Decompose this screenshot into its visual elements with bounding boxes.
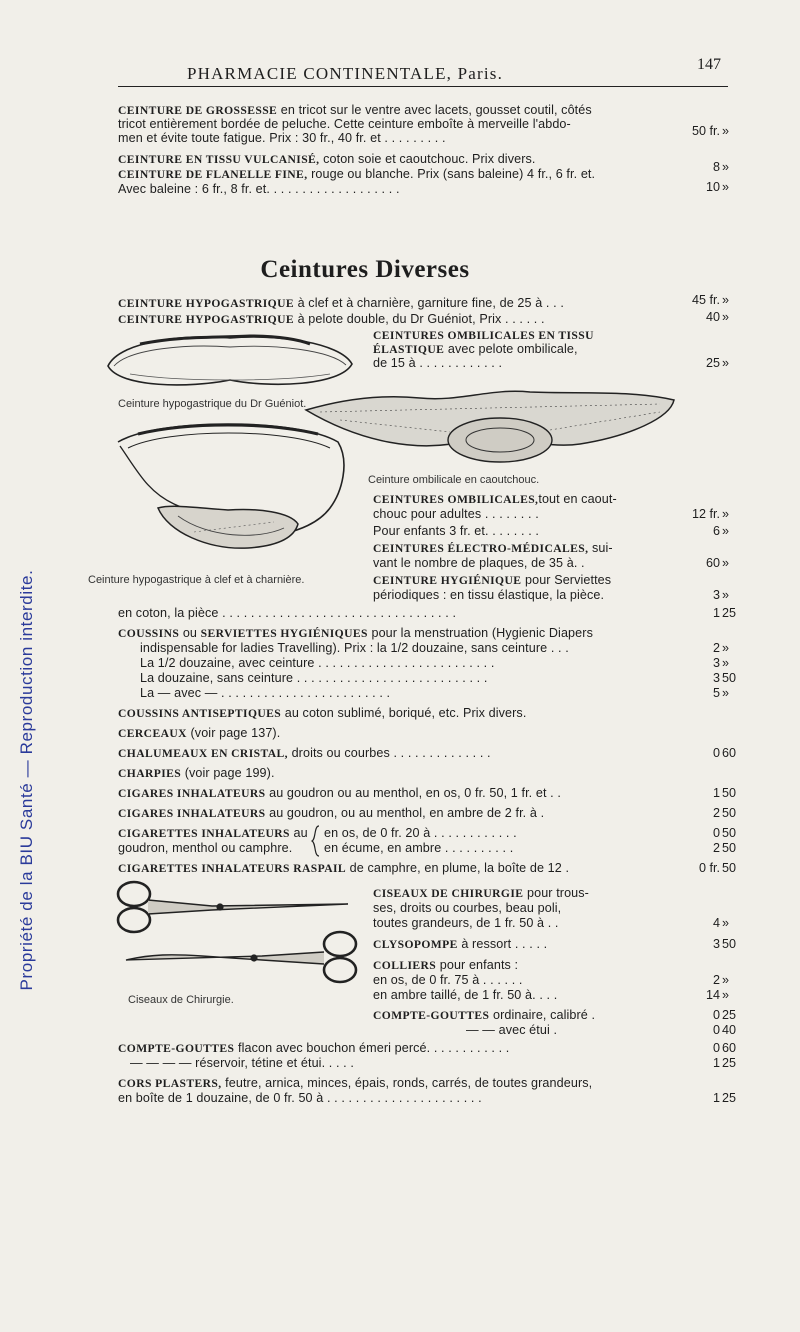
caption-hypo-clef: Ceinture hypogastrique à clef et à charnière. [88, 574, 305, 586]
hypo2-price: 40 » [705, 310, 730, 324]
flanelle-line1: CEINTURE DE FLANELLE FINE, rouge ou blanche. Prix (sans baleine) 4 fr., 6 fr. et. [118, 167, 596, 181]
compte-gouttes-price1: 0 25 [712, 1008, 737, 1022]
scissors-illustration [112, 874, 362, 994]
chalumeaux-line: CHALUMEAUX EN CRISTAL, droits ou courbes . . . . . . . . . . . . . . [118, 746, 491, 760]
compte-gouttes-price3: 0 60 [712, 1041, 737, 1055]
colliers-price2: 14 » [705, 988, 730, 1002]
cigarettes-price1: 0 50 [712, 826, 737, 840]
cigares1-price: 1 50 [712, 786, 737, 800]
colliers-line2: en os, de 0 fr. 75 à . . . . . . [373, 973, 523, 987]
cigarettes-price2: 2 50 [712, 841, 737, 855]
ciseaux-price: 4 » [712, 916, 730, 930]
cors-price: 1 25 [712, 1091, 737, 1105]
watermark [16, 530, 38, 1030]
coussins-line3: La 1/2 douzaine, avec ceinture . . . . . . . . . . . . . . . . . . . . . . . . . [140, 656, 495, 670]
compte-gouttes-price2: 0 40 [712, 1023, 737, 1037]
grossesse-price: 50 fr. » [692, 124, 730, 138]
hypo1-line: CEINTURE HYPOGASTRIQUE à clef et à charnière, garniture fine, de 25 à . . . [118, 296, 564, 310]
header-rule [118, 86, 728, 87]
coussins-line1: COUSSINS ou SERVIETTES HYGIÉNIQUES pour la menstruation (Hygienic Diapers [118, 626, 593, 640]
flanelle-price2: 10 » [705, 180, 730, 194]
coussins-price2: 3 » [712, 656, 730, 670]
colliers-line3: en ambre taillé, de 1 fr. 50 à. . . . [373, 988, 558, 1002]
coussins-line5: La — avec — . . . . . . . . . . . . . . . . . . . . . . . . [140, 686, 391, 700]
compte-gouttes-line3: COMPTE-GOUTTES flacon avec bouchon émeri percé. . . . . . . . . . . . [118, 1041, 510, 1055]
clysopompe-price: 3 50 [712, 937, 737, 951]
compte-gouttes-price4: 1 25 [712, 1056, 737, 1070]
ombilicales-line3: de 15 à . . . . . . . . . . . . [373, 356, 503, 370]
hypo2-line: CEINTURE HYPOGASTRIQUE à pelote double, du Dr Guéniot, Prix . . . . . . [118, 312, 545, 326]
hygienique-line2: périodiques : en tissu élastique, la pièce. [373, 588, 605, 602]
enfants-line: Pour enfants 3 fr. et. . . . . . . . [373, 524, 539, 538]
flanelle-line2: Avec baleine : 6 fr., 8 fr. et. . . . . . . . . . . . . . . . . . . [118, 182, 400, 196]
caption-ciseaux: Ciseaux de Chirurgie. [128, 994, 234, 1006]
section-title: Ceintures Diverses [260, 256, 470, 283]
charpies-line: CHARPIES (voir page 199). [118, 766, 275, 780]
caoutchouc-price: 12 fr. » [692, 507, 730, 521]
enfants-price: 6 » [712, 524, 730, 538]
cors-line2: en boîte de 1 douzaine, de 0 fr. 50 à . . . . . . . . . . . . . . . . . . . . . . [118, 1091, 482, 1105]
coussins-line2: indispensable for ladies Travelling). Prix : la 1/2 douzaine, sans ceinture . . . [140, 641, 569, 655]
watermark-text: Propriété de la BIU Santé — Reproduction interdite. [17, 569, 36, 991]
cigarettes-brace [311, 825, 321, 857]
coussins-price1: 2 » [712, 641, 730, 655]
grossesse-line1: CEINTURE DE GROSSESSE en tricot sur le ventre avec lacets, gousset coutil, côtés [118, 103, 592, 117]
ombilicales-line2: ÉLASTIQUE avec pelote ombilicale, [373, 342, 578, 356]
clysopompe-line: CLYSOPOMPE à ressort . . . . . [373, 937, 548, 951]
chalumeaux-price: 0 60 [712, 746, 737, 760]
colliers-price1: 2 » [712, 973, 730, 987]
ombilicales-line1: CEINTURES OMBILICALES EN TISSU [373, 329, 594, 342]
cigares2-line: CIGARES INHALATEURS au goudron, ou au menthol, en ambre de 2 fr. à . [118, 806, 545, 820]
coussins-price4: 5 » [712, 686, 730, 700]
flanelle-price1: 8 » [712, 160, 730, 174]
raspail-line: CIGARETTES INHALATEURS RASPAIL de camphre, en plume, la boîte de 12 . [118, 861, 570, 875]
compte-gouttes-line4: — — — — réservoir, tétine et étui. . . . . [130, 1056, 354, 1070]
coussins-line4: La douzaine, sans ceinture . . . . . . . . . . . . . . . . . . . . . . . . . . . [140, 671, 488, 685]
raspail-price: 0 fr. 50 [699, 861, 737, 875]
compte-gouttes-line2: — — avec étui . [466, 1023, 558, 1037]
antiseptiques-line: COUSSINS ANTISEPTIQUES au coton sublimé, boriqué, etc. Prix divers. [118, 706, 527, 720]
ciseaux-line3: toutes grandeurs, de 1 fr. 50 à . . [373, 916, 559, 930]
hypo-clef-belt-illustration [98, 412, 360, 568]
cigarettes-line2: goudron, menthol ou camphre. [118, 841, 293, 855]
cigarettes-line1: CIGARETTES INHALATEURS au [118, 826, 308, 840]
cigarettes-opt1: en os, de 0 fr. 20 à . . . . . . . . . . . . [324, 826, 517, 840]
caption-ombilicale: Ceinture ombilicale en caoutchouc. [368, 474, 540, 486]
coussins-price3: 3 50 [712, 671, 737, 685]
grossesse-line2: tricot entièrement bordée de peluche. Cette ceinture emboîte à merveille l'abdo- [118, 117, 571, 131]
colliers-line1: COLLIERS pour enfants : [373, 958, 519, 972]
ciseaux-line2: ses, droits ou courbes, beau poli, [373, 901, 562, 915]
ombilicales-price: 25 » [705, 356, 730, 370]
cigares2-price: 2 50 [712, 806, 737, 820]
cerceaux-line: CERCEAUX (voir page 137). [118, 726, 281, 740]
hygienique-price2: 1 25 [712, 606, 737, 620]
ciseaux-line1: CISEAUX DE CHIRURGIE pour trous- [373, 886, 589, 900]
hygienique-line3: en coton, la pièce . . . . . . . . . . . . . . . . . . . . . . . . . . . . . . . . . [118, 606, 457, 620]
tissu-line: CEINTURE EN TISSU VULCANISÉ, coton soie et caoutchouc. Prix divers. [118, 152, 536, 166]
page-header-title: PHARMACIE CONTINENTALE, Paris. [186, 64, 504, 83]
hygienique-price1: 3 » [712, 588, 730, 602]
grossesse-line3: men et évite toute fatigue. Prix : 30 fr., 40 fr. et . . . . . . . . . [118, 131, 446, 145]
cors-line1: CORS PLASTERS, feutre, arnica, minces, épais, ronds, carrés, de toutes grandeurs, [118, 1076, 593, 1090]
caoutchouc-line2: chouc pour adultes . . . . . . . . [373, 507, 539, 521]
compte-gouttes-line1: COMPTE-GOUTTES ordinaire, calibré . [373, 1008, 596, 1022]
cigares1-line: CIGARES INHALATEURS au goudron ou au menthol, en os, 0 fr. 50, 1 fr. et . . [118, 786, 561, 800]
hypo1-price: 45 fr. » [692, 293, 730, 307]
caption-gueniot: Ceinture hypogastrique du Dr Guéniot. [118, 398, 307, 410]
caoutchouc-line1: CEINTURES OMBILICALES,tout en caout- [373, 492, 617, 506]
page-number: 147 [697, 56, 721, 73]
hygienique-line1: CEINTURE HYGIÉNIQUE pour Serviettes [373, 573, 612, 587]
electro-price: 60 » [705, 556, 730, 570]
electro-line2: vant le nombre de plaques, de 35 à. . [373, 556, 585, 570]
electro-line1: CEINTURES ÉLECTRO-MÉDICALES, sui- [373, 541, 613, 555]
cigarettes-opt2: en écume, en ambre . . . . . . . . . . [324, 841, 514, 855]
